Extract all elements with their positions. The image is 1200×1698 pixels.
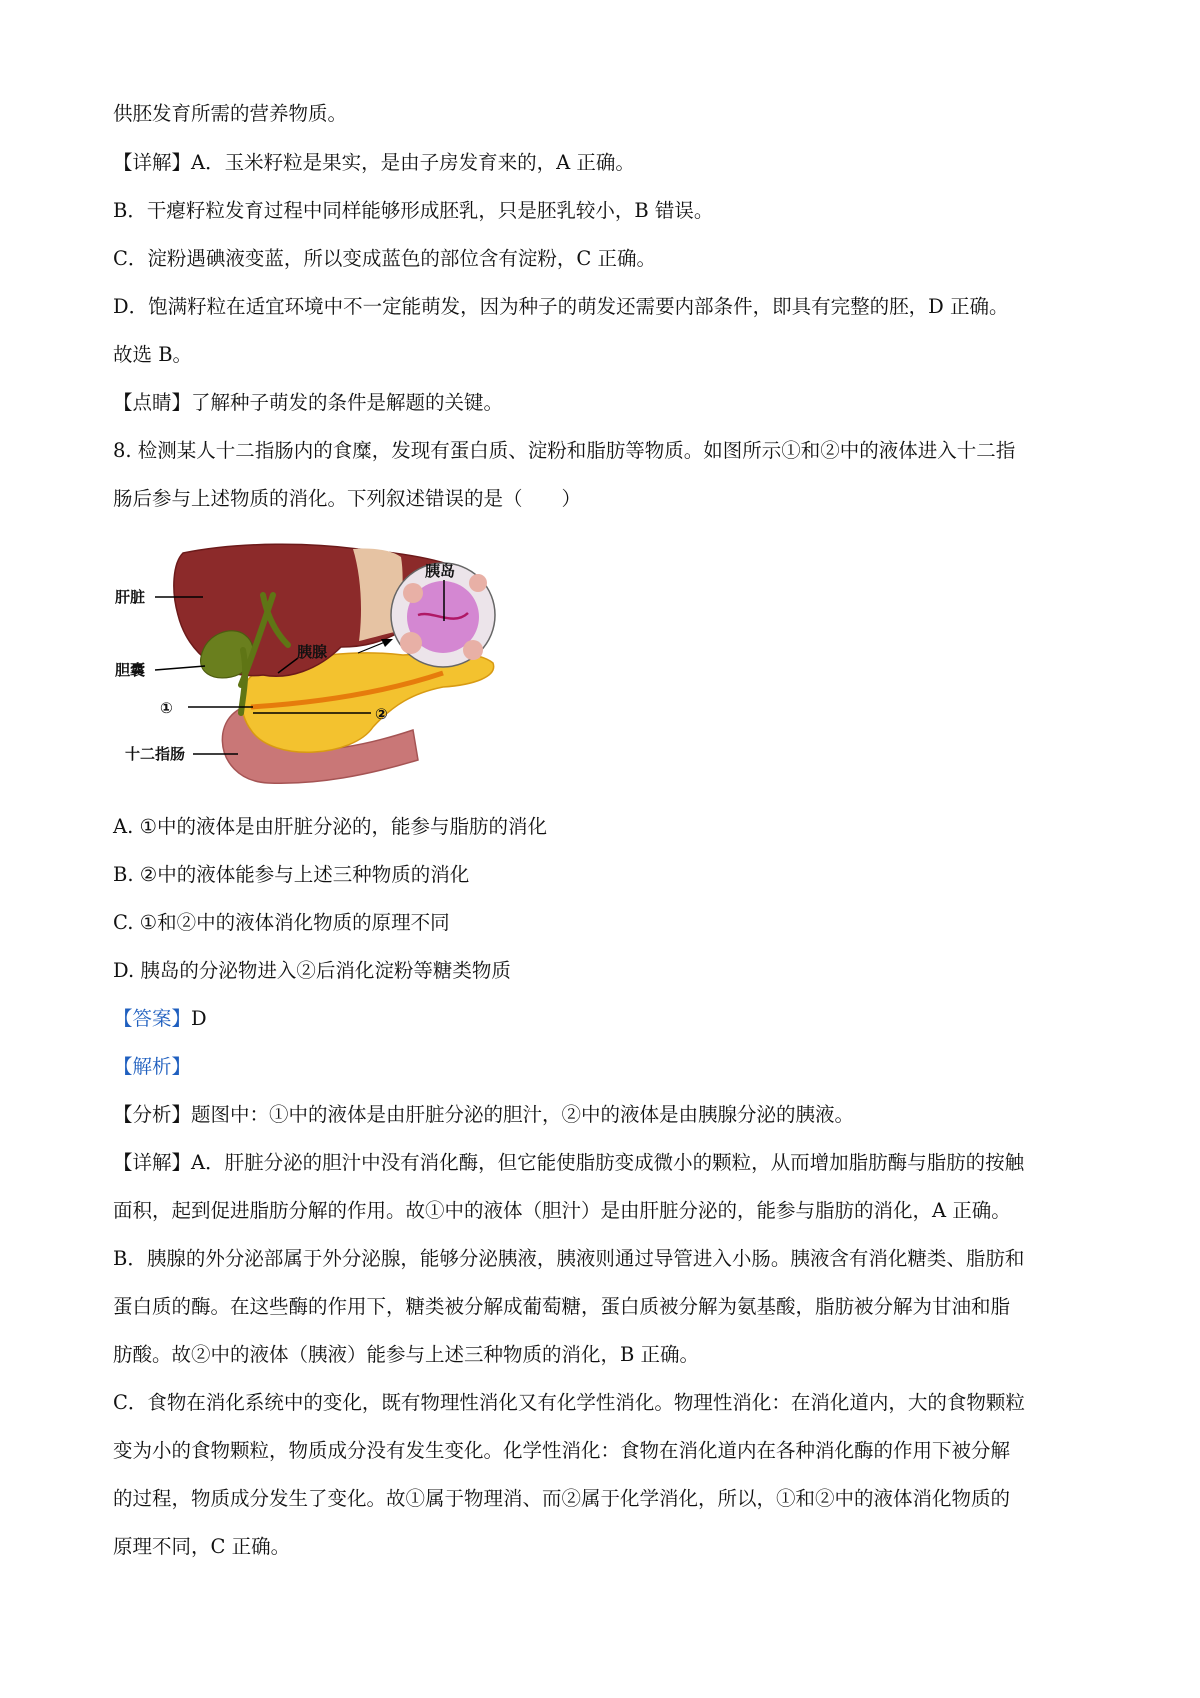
option-c: C. ①和②中的液体消化物质的原理不同: [113, 911, 450, 934]
question-8-line-2: 肠后参与上述物质的消化。下列叙述错误的是（ ）: [113, 487, 582, 510]
analysis-tag: 【解析】: [113, 1055, 192, 1078]
label-duodenum: 十二指肠: [125, 745, 186, 763]
option-a: A. ①中的液体是由肝脏分泌的，能参与脂肪的消化: [113, 815, 547, 838]
text-line-6: 故选 B。: [113, 343, 193, 366]
text-line-7: 【点睛】了解种子萌发的条件是解题的关键。: [113, 391, 504, 414]
explanation-line-10: 原理不同，C 正确。: [113, 1535, 291, 1558]
text-line-1: 供胚发育所需的营养物质。: [113, 102, 348, 125]
explanation-line-9: 的过程，物质成分发生了变化。故①属于物理消、而②属于化学消化，所以，①和②中的液体消化物质的: [113, 1487, 1011, 1510]
explanation-line-4: B．胰腺的外分泌部属于外分泌腺，能够分泌胰液，胰液则通过导管进入小肠。胰液含有消化糖类、脂肪和: [113, 1247, 1025, 1270]
explanation-line-8: 变为小的食物颗粒，物质成分没有发生变化。化学性消化：食物在消化道内在各种消化酶的作用下被分解: [113, 1439, 1011, 1462]
label-pancreas: 胰腺: [297, 643, 328, 661]
option-b: B. ②中的液体能参与上述三种物质的消化: [113, 863, 470, 886]
label-islet: 胰岛: [425, 562, 456, 580]
label-liver: 肝脏: [115, 588, 146, 606]
text-line-2: 【详解】A．玉米籽粒是果实，是由子房发育来的，A 正确。: [113, 151, 635, 174]
answer-value: D: [191, 1007, 207, 1030]
text-line-5: D．饱满籽粒在适宜环境中不一定能萌发，因为种子的萌发还需要内部条件，即具有完整的胚，D 正确。: [113, 295, 1009, 318]
explanation-line-5: 蛋白质的酶。在这些酶的作用下，糖类被分解成葡萄糖，蛋白质被分解为氨基酸，脂肪被分解为甘油和脂: [113, 1295, 1011, 1318]
label-one: ①: [160, 699, 173, 717]
option-d: D. 胰岛的分泌物进入②后消化淀粉等糖类物质: [113, 959, 511, 982]
explanation-line-3: 面积，起到促进脂肪分解的作用。故①中的液体（胆汁）是由肝脏分泌的，能参与脂肪的消化，A 正确。: [113, 1199, 1011, 1222]
explanation-line-2: 【详解】A．肝脏分泌的胆汁中没有消化酶，但它能使脂肪变成微小的颗粒，从而增加脂肪酶与脂肪的按触: [113, 1151, 1025, 1174]
explanation-line-6: 肪酸。故②中的液体（胰液）能参与上述三种物质的消化，B 正确。: [113, 1343, 700, 1366]
explanation-line-7: C．食物在消化系统中的变化，既有物理性消化又有化学性消化。物理性消化：在消化道内，大的食物颗粒: [113, 1391, 1025, 1414]
question-8-line-1: 8. 检测某人十二指肠内的食糜，发现有蛋白质、淀粉和脂肪等物质。如图所示①和②中的液体进入十二指: [113, 439, 1016, 462]
text-line-4: C．淀粉遇碘液变蓝，所以变成蓝色的部位含有淀粉，C 正确。: [113, 247, 657, 270]
text-line-3: B．干瘪籽粒发育过程中同样能够形成胚乳，只是胚乳较小，B 错误。: [113, 199, 714, 222]
label-two: ②: [375, 705, 388, 723]
explanation-line-1: 【分析】题图中：①中的液体是由肝脏分泌的胆汁，②中的液体是由胰腺分泌的胰液。: [113, 1103, 855, 1126]
label-gallbladder: 胆囊: [115, 661, 146, 679]
answer-tag: 【答案】: [113, 1007, 192, 1030]
answer-line: [113, 1006, 1103, 1032]
digestive-organs-figure: [113, 535, 543, 790]
